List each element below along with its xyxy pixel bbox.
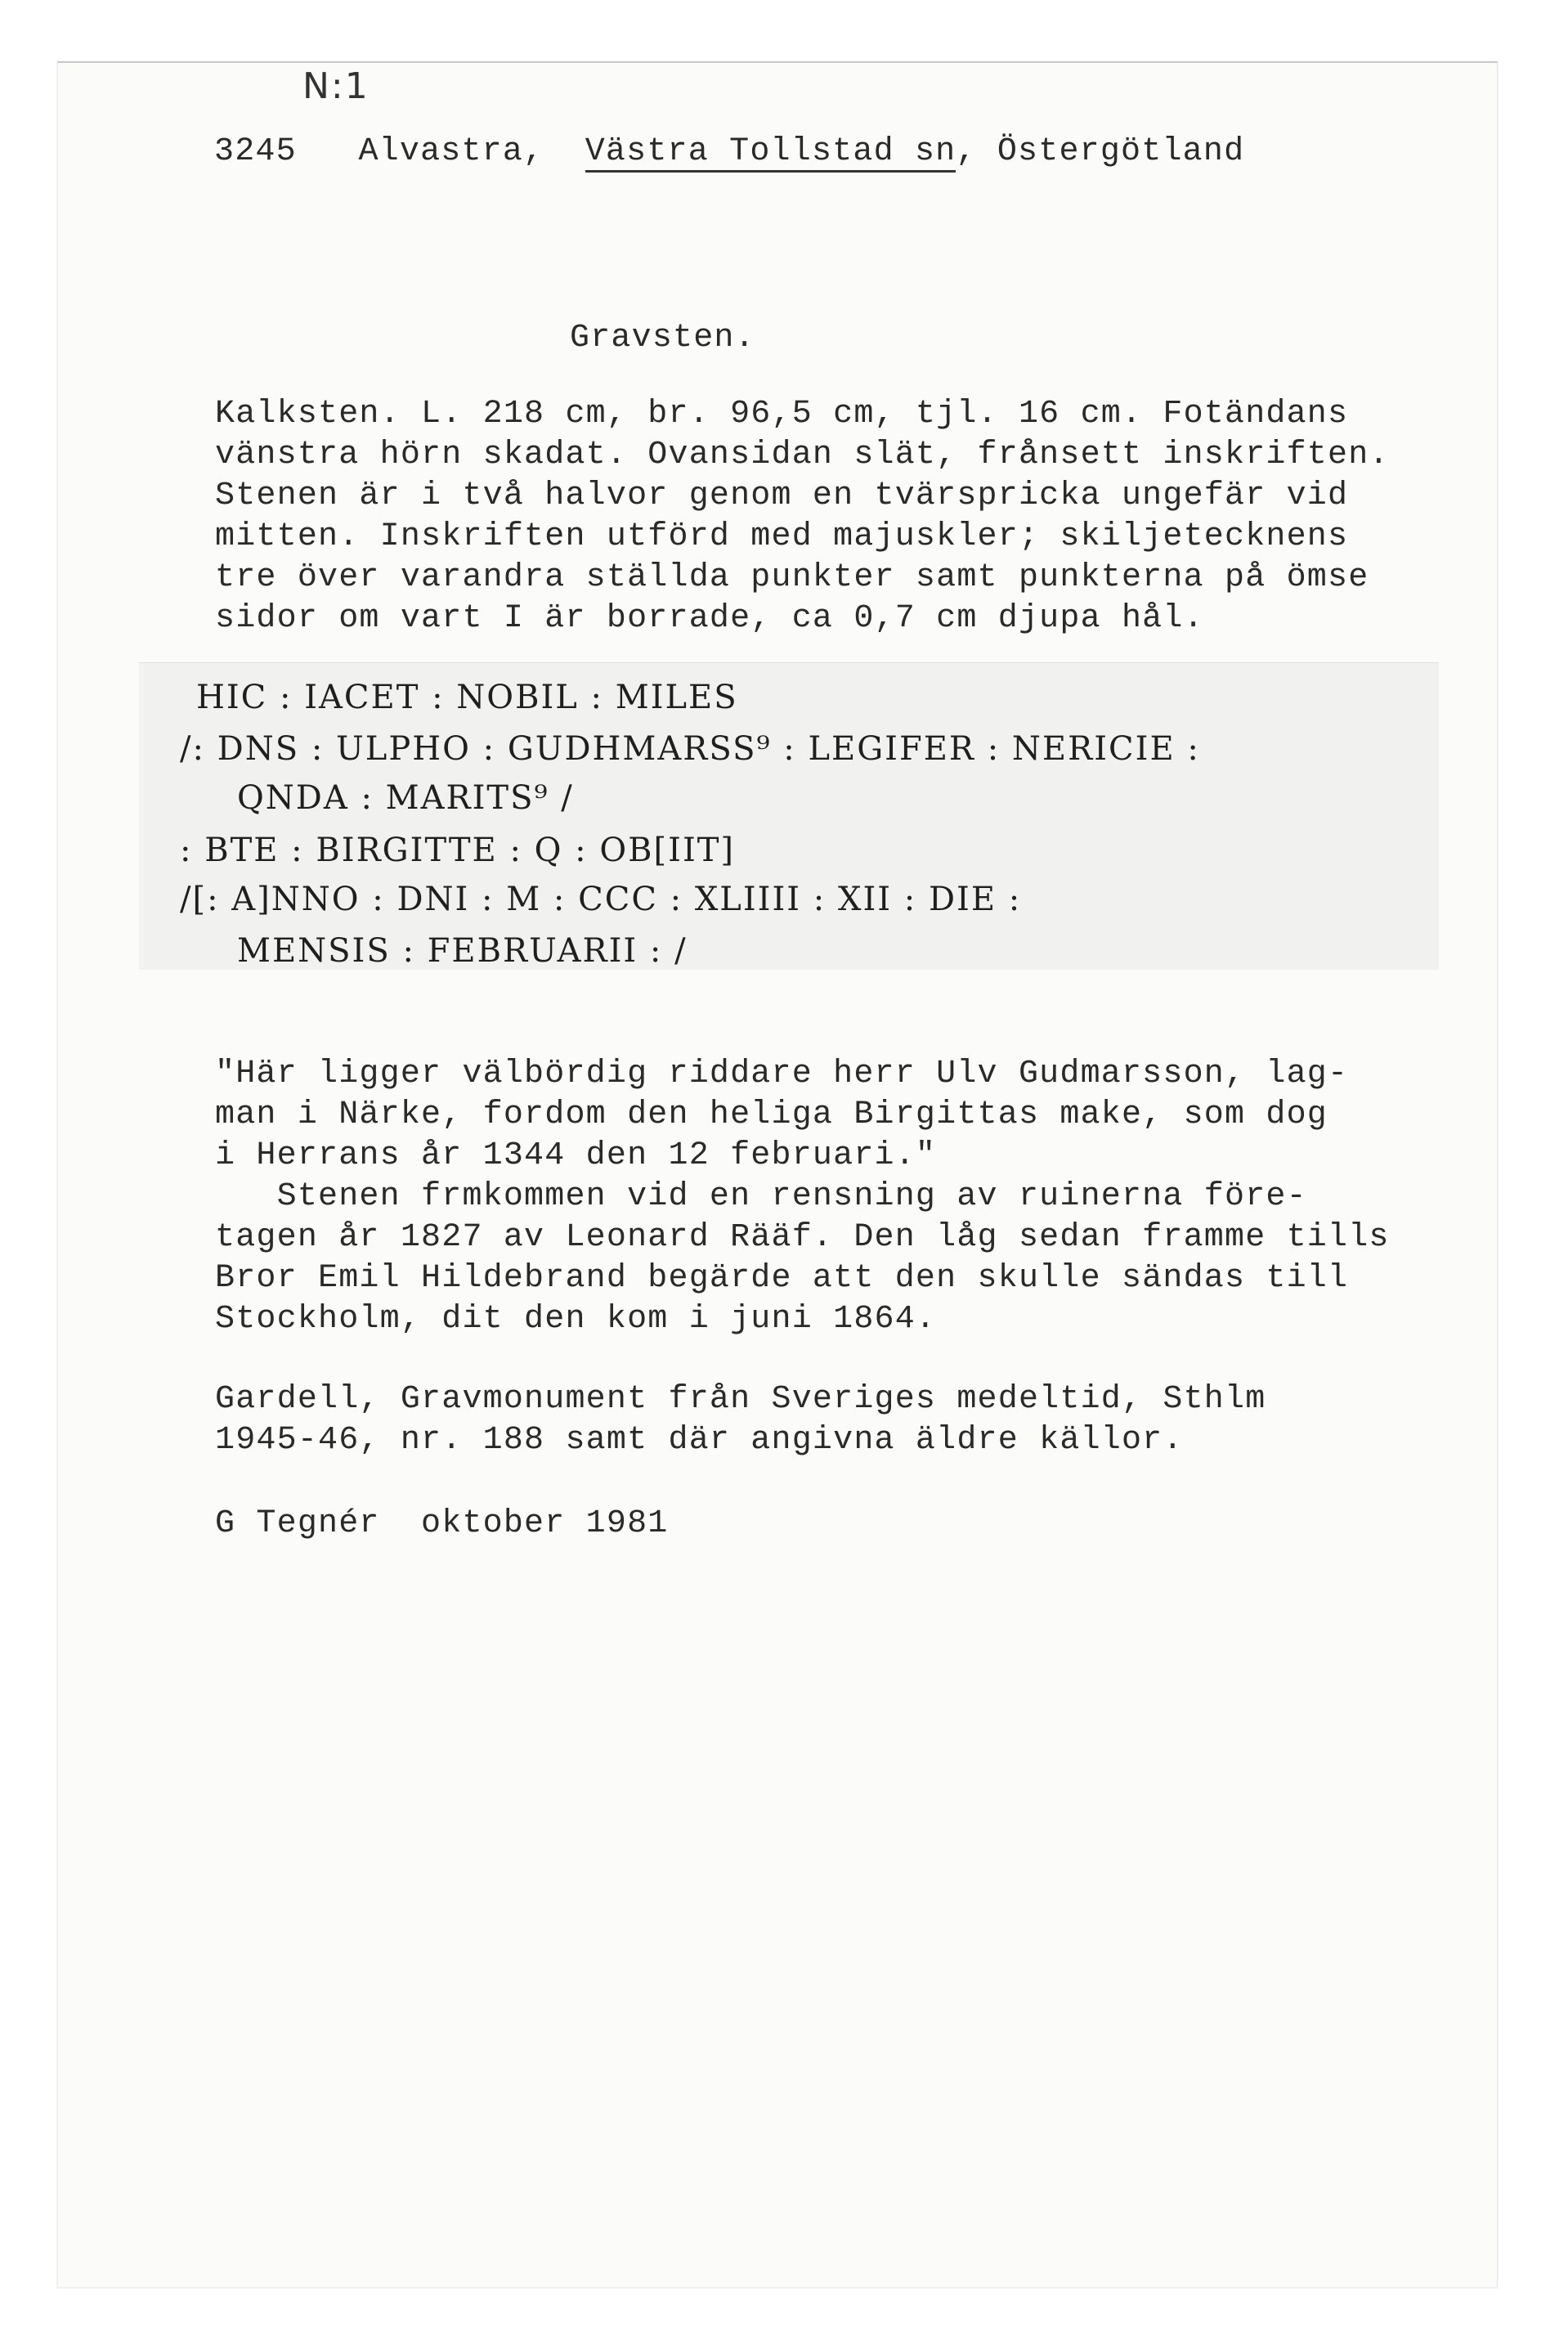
- record-id: 3245: [214, 133, 297, 170]
- translation-line: "Här ligger välbördig riddare herr Ulv Gudmarsson, lag-: [215, 1056, 1349, 1092]
- translation-line: tagen år 1827 av Leonard Rääf. Den låg sedan framme tills: [215, 1219, 1390, 1256]
- card-number-mark: N:1: [302, 65, 370, 107]
- translation-line: man i Närke, fordom den heliga Birgittas make, som dog: [215, 1096, 1328, 1133]
- description-line: Kalksten. L. 218 cm, br. 96,5 cm, tjl. 16 cm. Fotändans: [215, 396, 1349, 433]
- translation-line: Stockholm, dit den kom i juni 1864.: [215, 1301, 937, 1338]
- translation-line: i Herrans år 1344 den 12 februari.": [215, 1137, 937, 1174]
- header-separator: ,: [956, 133, 977, 170]
- inscription-line: /: DNS : ULPHO : GUDHMARSS⁹ : LEGIFER : NERICIE :: [180, 730, 1200, 768]
- reference-line: 1945-46, nr. 188 samt där angivna äldre källor.: [215, 1422, 1184, 1459]
- inscription-line: QNDA : MARITS⁹ /: [237, 779, 574, 817]
- inscription-line: : BTE : BIRGITTE : Q : OB[IIT]: [180, 832, 736, 869]
- description-line: Stenen är i två halvor genom en tvärspricka ungefär vid: [215, 478, 1349, 514]
- inscription-line: MENSIS : FEBRUARII : /: [237, 932, 688, 970]
- translation-line: Stenen frmkommen vid en rensning av ruinerna före-: [215, 1178, 1307, 1215]
- description-line: sidor om vart I är borrade, ca 0,7 cm djupa hål.: [215, 600, 1204, 637]
- description-line: mitten. Inskriften utförd med majuskler; skiljetecknens: [215, 518, 1349, 555]
- place-parish: Västra Tollstad sn: [585, 133, 956, 173]
- description-line: tre över varandra ställda punkter samt punkterna på ömse: [215, 559, 1369, 596]
- translation-line: Bror Emil Hildebrand begärde att den skulle sändas till: [215, 1260, 1349, 1297]
- place-alvastra: Alvastra,: [358, 133, 544, 170]
- card-title: Gravsten.: [570, 320, 755, 357]
- reference-line: Gardell, Gravmonument från Sveriges medeltid, Sthlm: [215, 1381, 1266, 1418]
- place-region: Östergötland: [997, 133, 1245, 170]
- card-header: [214, 132, 1244, 172]
- inscription-line: /[: A]NNO : DNI : M : CCC : XLIIII : XII : DIE :: [180, 881, 1022, 918]
- description-line: vänstra hörn skadat. Ovansidan slät, frånsett inskriften.: [215, 437, 1390, 473]
- inscription-line: HIC : IACET : NOBIL : MILES: [196, 679, 738, 716]
- signature-line: G Tegnér oktober 1981: [215, 1505, 669, 1542]
